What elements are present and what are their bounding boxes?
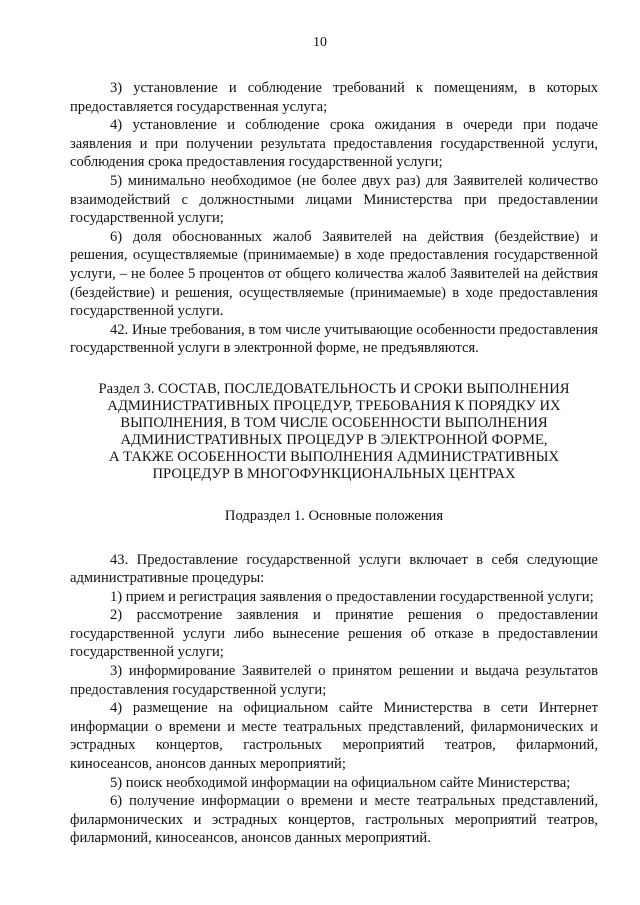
paragraph-procedure-4: 4) размещение на официальном сайте Министерства в сети Интернет информации о времени и месте театральных представлений, филармонических и эстрадных концертов, гастрольных мероприятий театров, филармоний, киносеансов, анонсов данных мероприятий; (70, 700, 598, 773)
paragraph-43: 43. Предоставление государственной услуги включает в себя следующие административные процедуры: (70, 551, 598, 587)
paragraph-procedure-2: 2) рассмотрение заявления и принятие решения о предоставлении государственной услуги либо вынесение решения об отказе в предоставлении государственной услуги; (70, 607, 598, 661)
paragraph-item-3: 3) установление и соблюдение требований к помещениям, в которых предоставляется государственная услуга; (70, 80, 598, 115)
section-heading-line: ПРОЦЕДУР В МНОГОФУНКЦИОНАЛЬНЫХ ЦЕНТРАХ (152, 465, 516, 482)
subsection-heading: Подраздел 1. Основные положения (224, 507, 444, 524)
section-heading-line: АДМИНИСТРАТИВНЫХ ПРОЦЕДУР, ТРЕБОВАНИЯ К ПОРЯДКУ ИХ (107, 397, 561, 414)
paragraph-42: 42. Иные требования, в том числе учитывающие особенности предоставления государственной услуги в электронной форме, не предъявляются. (70, 321, 598, 357)
section-heading-line: А ТАКЖЕ ОСОБЕННОСТИ ВЫПОЛНЕНИЯ АДМИНИСТРАТИВНЫХ (108, 448, 560, 465)
paragraph-item-5: 5) минимально необходимое (не более двух раз) для Заявителей количество взаимодействий с должностными лицами Министерства при предоставлении государственной услуги; (70, 172, 598, 227)
section-heading-line: АДМИНИСТРАТИВНЫХ ПРОЦЕДУР В ЭЛЕКТРОННОЙ ФОРМЕ, (120, 431, 548, 448)
paragraph-procedure-5: 5) поиск необходимой информации на официальном сайте Министерства; (110, 774, 571, 791)
section-heading (70, 381, 598, 483)
document-body (70, 79, 598, 848)
section-heading-line: ВЫПОЛНЕНИЯ, В ТОМ ЧИСЛЕ ОСОБЕННОСТИ ВЫПОЛНЕНИЯ (120, 414, 548, 431)
section-heading-line: Раздел 3. СОСТАВ, ПОСЛЕДОВАТЕЛЬНОСТЬ И СРОКИ ВЫПОЛНЕНИЯ (98, 380, 570, 397)
paragraph-procedure-1: 1) прием и регистрация заявления о предоставлении государственной услуги; (110, 588, 594, 605)
paragraph-item-6: 6) доля обоснованных жалоб Заявителей на действия (бездействие) и решения, осуществляемые (принимаемые) в ходе предоставления государственной услуги, – не более 5 процентов от общего количества жалоб Заявителей на действия (бездействие) и решения, осуществляемые (принимаемые) в ходе предоставления государственной услуги. (70, 228, 598, 320)
paragraph-item-4: 4) установление и соблюдение срока ожидания в очереди при подаче заявления и при получении результата предоставления государственной услуги, соблюдения срока предоставления государственной услуги; (70, 117, 598, 171)
page-number: 10 (313, 35, 327, 50)
paragraph-procedure-3: 3) информирование Заявителей о принятом решении и выдача результатов предоставления государственной услуги; (70, 663, 598, 698)
paragraph-procedure-6: 6) получение информации о времени и месте театральных представлений, филармонических и эстрадных концертов, гастрольных мероприятий театров, филармоний, киносеансов, анонсов данных мероприятий. (70, 793, 598, 847)
